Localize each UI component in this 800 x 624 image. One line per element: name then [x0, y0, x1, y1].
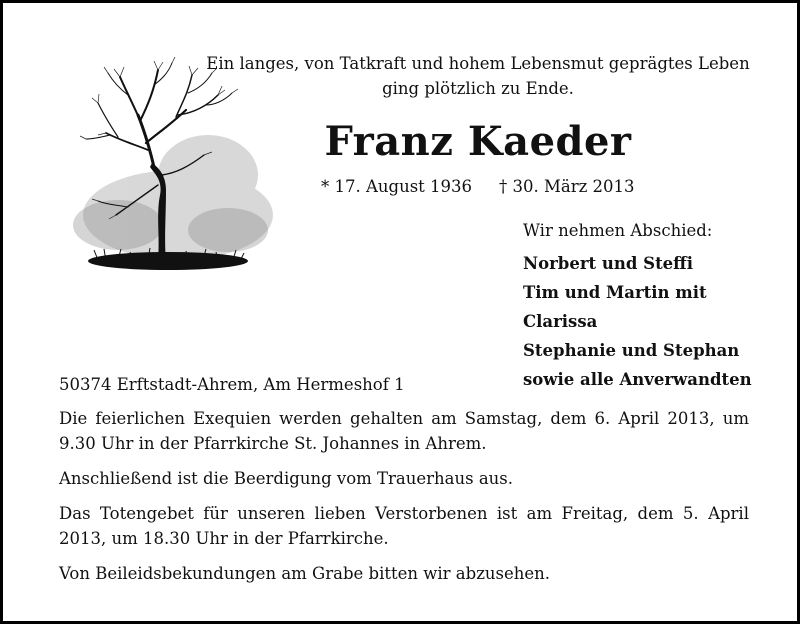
deceased-name: Franz Kaeder — [324, 118, 632, 165]
exequien-paragraph: Die feierlichen Exequien werden gehalten am Samstag, dem 6. April 2013, um 9.30 Uhr in der Pfarrkirche St. Johannes in Ahrem. — [59, 409, 749, 453]
birth-date: * 17. August 1936 — [321, 177, 473, 196]
life-dates — [321, 177, 641, 196]
mourner-line: Stephanie und Stephan — [523, 341, 740, 360]
funeral-details — [59, 372, 749, 596]
burial-paragraph: Anschließend ist die Beerdigung vom Trauerhaus aus. — [59, 469, 514, 488]
death-date: † 30. März 2013 — [499, 177, 635, 196]
intro-line-2: ging plötzlich zu Ende. — [382, 79, 574, 98]
intro-text — [203, 51, 753, 101]
intro-line-1: Ein langes, von Tatkraft und hohem Lebensmut geprägtes Leben — [206, 54, 750, 73]
mourner-line: sowie alle Anverwandten — [523, 370, 752, 389]
farewell-block — [523, 221, 783, 394]
mourner-line: Tim und Martin mit Clarissa — [523, 283, 707, 331]
condolences-paragraph: Von Beileidsbekundungen am Grabe bitten wir abzusehen. — [59, 564, 551, 583]
farewell-lead: Wir nehmen Abschied: — [523, 221, 713, 240]
address-line: 50374 Erftstadt-Ahrem, Am Hermeshof 1 — [59, 375, 405, 394]
mourner-line: Norbert und Steffi — [523, 254, 693, 273]
tree-illustration — [58, 55, 278, 285]
prayer-paragraph: Das Totengebet für unseren lieben Verstorbenen ist am Freitag, dem 5. April 2013, um 18.30 Uhr in der Pfarrkirche. — [59, 504, 749, 548]
